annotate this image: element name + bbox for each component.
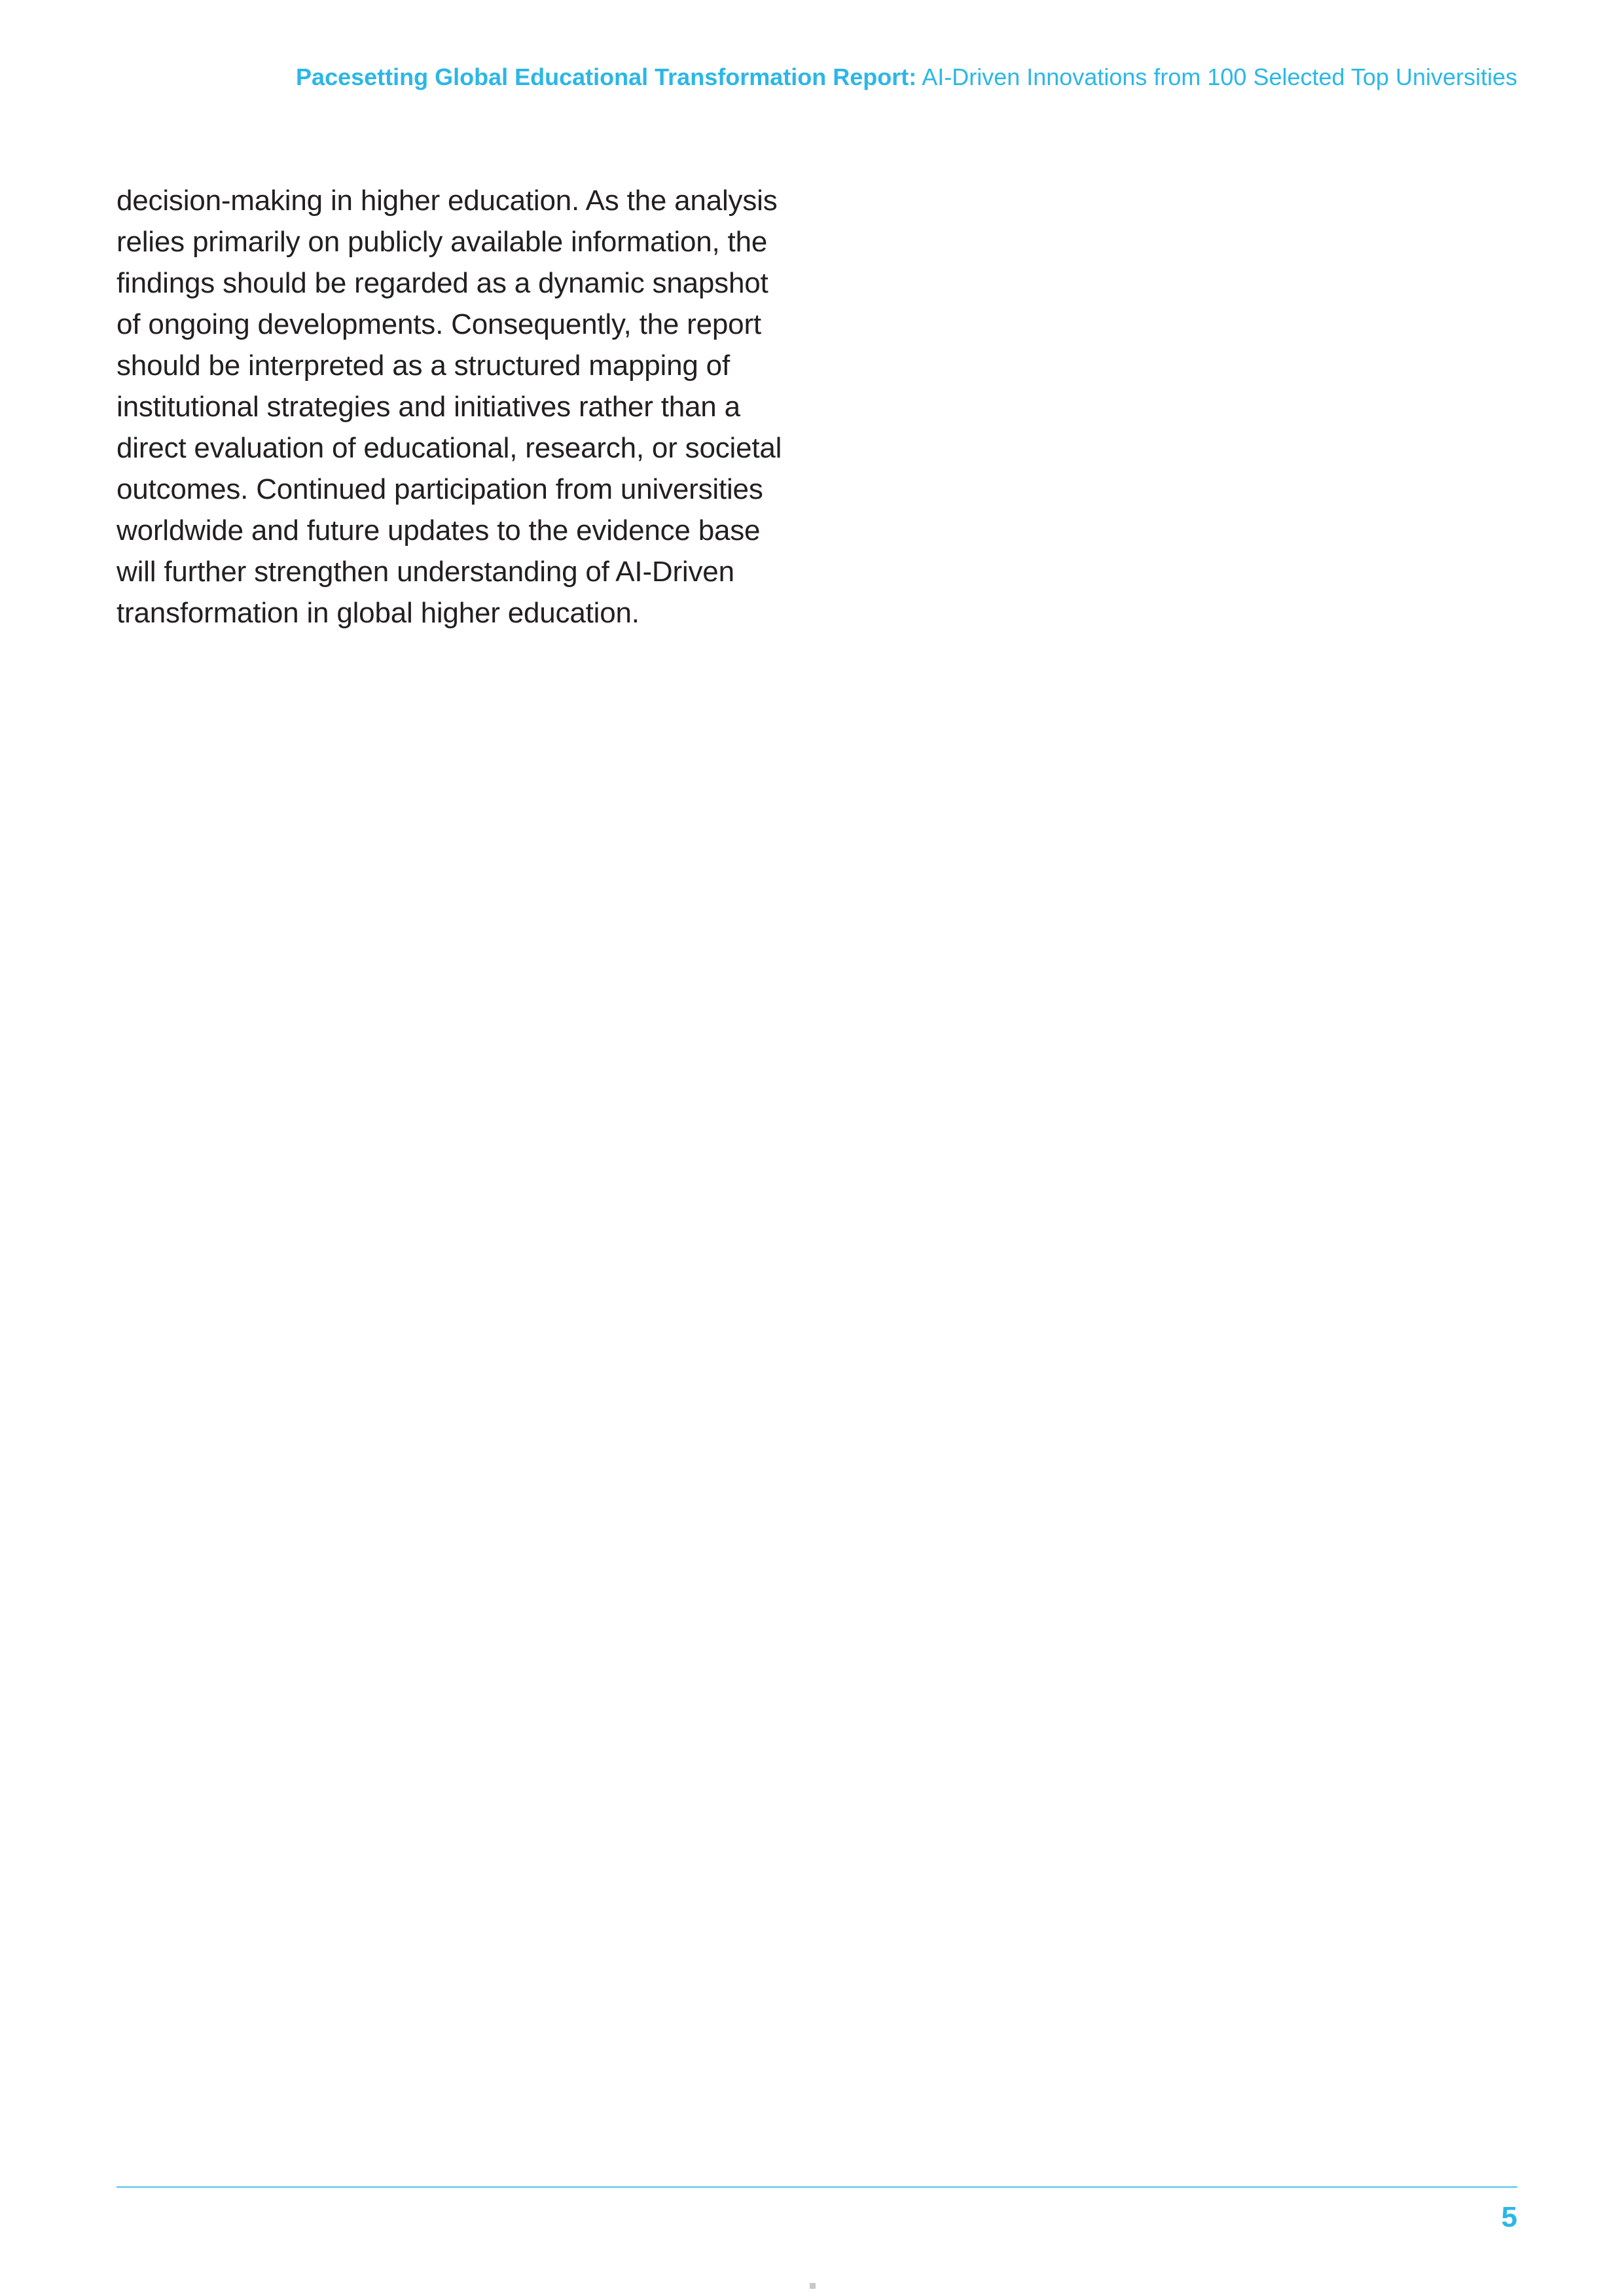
running-header xyxy=(296,60,1517,94)
header-title-bold: Pacesetting Global Educational Transformation Report: xyxy=(296,63,917,90)
header-title-rest: AI-Driven Innovations from 100 Selected Top Universities xyxy=(916,63,1517,90)
body-column xyxy=(117,180,791,634)
bottom-mark xyxy=(810,2283,816,2289)
footer-divider xyxy=(117,2186,1517,2188)
page-number: 5 xyxy=(1501,2201,1517,2233)
body-paragraph: decision-making in higher education. As the analysis relies primarily on publicly available information, the findings should be regarded as a dynamic snapshot of ongoing developments. Consequently, the report should be interpreted as a structured mapping of institutional strategies and initiatives rather than a direct evaluation of educational, research, or societal outcomes. Continued participation from universities worldwide and future updates to the evidence base will further strengthen understanding of AI-Driven transformation in global higher education. xyxy=(117,185,782,629)
